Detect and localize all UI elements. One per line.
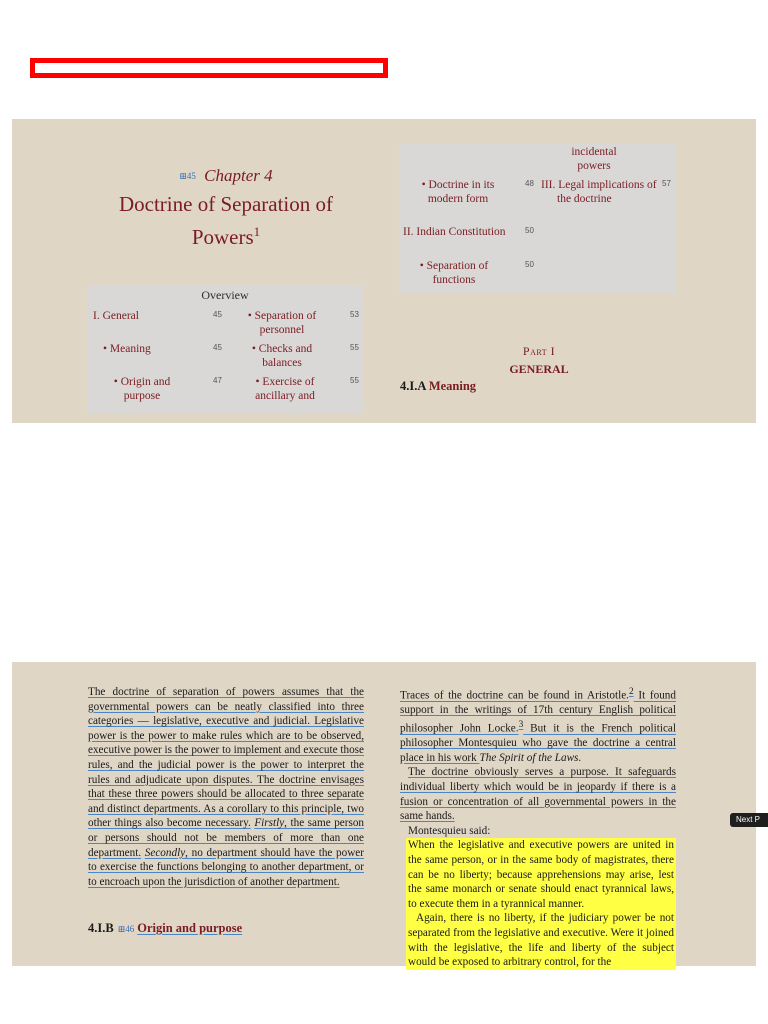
footnote-ref-2[interactable]: 2 [628,687,634,697]
text-column-right [400,685,676,970]
overview-item-general[interactable]: I. General [93,310,139,322]
overview-title: Overview [201,288,249,302]
overview-page: 53 [350,310,359,319]
overview-page: 50 [525,260,534,269]
paragraph-traces: Traces of the doctrine can be found in Aristotle.$^2$ It found support in the writings of 17th century English political philosopher John Locke.$^3$ But it is the French political philosopher Montesquieu who gave the doctrine a central place in his work The Spirit of the Laws. [400,687,676,764]
footnote-ref-3[interactable]: 3 [518,719,524,730]
overview-item-meaning[interactable]: • Meaning [103,343,151,355]
overview-item-incidental-powers[interactable]: incidental powers [571,146,617,172]
part-title: GENERAL [509,362,569,376]
overview-page: 50 [525,226,534,235]
footnote-ref-1[interactable]: 1 [253,224,261,239]
overview-item-origin-purpose[interactable]: • Origin and purpose [113,376,171,402]
highlighted-quote[interactable]: When the legislative and executive powers are united in the same person, or in the same body of magistrates, there can be no liberty; because apprehensions may arise, lest the same monarch or senate should enact tyrannical laws, to execute them in a tyrannical manner. [408,839,674,910]
overview-item-checks-balances[interactable]: • Checks and balances [251,343,313,369]
highlighted-quote-continued[interactable]: Again, there is no liberty, if the judiciary power be not separated from the legislative and executive. Were it joined with the legislative, the life and liberty of the subject would be exposed to arbitrary control, for the [408,912,674,969]
chapter-heading [108,166,344,251]
overview-item-legal-implications[interactable]: III. Legal implications of the doctrine [541,179,657,205]
overview-page: 45 [213,343,222,352]
book-page-bottom [12,662,756,969]
next-page-button[interactable]: Next P [730,813,768,827]
overview-item-separation-functions[interactable]: • Separation of functions [419,260,489,286]
overview-page: 57 [662,179,671,188]
overview-box-left [87,285,363,413]
overview-item-indian-constitution[interactable]: II. Indian Constitution [403,226,506,238]
overview-page: 47 [213,376,222,385]
section-heading-origin: 4.I.B ⊞46 Origin and purpose [88,921,243,935]
overview-item-modern-form[interactable]: • Doctrine in its modern form [421,179,495,205]
part-label: Part I [522,344,556,358]
overview-page: 48 [525,179,534,188]
book-page-icon[interactable]: ⊞45 [179,171,196,181]
overview-page: 55 [350,343,359,352]
redacted-bar [30,58,388,78]
overview-item-ancillary-powers[interactable]: • Exercise of ancillary and [255,376,315,402]
text-column-left: The doctrine of separation of powers assumes that the governmental powers can be neatly classified into three categories — legislative, executive and judicial. Legislative power is the power to make rules which are to be observed, executive power is the power to implement and execute those rules, and the judicial power is the power to interpret the rules and adjudicate upon disputes. The doctrine envisages that these three powers should be allocated to three separate and distinct departments. As a corollary to this principle, two other things also become necessary. Firstly, the same person or persons should not be members of more than one department. Secondly, no department should have the power to exercise the functions belonging to another department, or to encroach upon the jurisdiction of another department. [88,686,365,888]
chapter-title: Doctrine of Separation of Powers$^1$ [118,192,333,249]
section-heading-meaning: 4.I.A Meaning [400,379,477,393]
quote-label: Montesquieu said: [408,824,491,837]
book-page-top [12,119,756,423]
overview-box-right [399,144,675,294]
paragraph-purpose: The doctrine obviously serves a purpose. It safeguards individual liberty which would be in jeopardy if there is a fusion or concentration of all governmental powers in the same hands. [400,766,676,823]
book-page-icon[interactable]: ⊞46 [117,924,135,934]
overview-page: 45 [213,310,222,319]
highlighted-text[interactable]: The doctrine of separation of powers assumes that the governmental powers can be neatly classified into three categories — legislative, executive and judicial. Legislative power is the power to make rules which are to be observed, executive power is the power to implement and execute those rules, and the judicial power is the power to interpret the rules and adjudicate upon disputes. The doctrine envisages that these three powers should be allocated to three separate and distinct departments. As a corollary to this principle, two other things also become necessary. [88,686,364,830]
chapter-label: Chapter 4 [204,166,273,185]
overview-item-separation-personnel[interactable]: • Separation of personnel [247,310,317,336]
overview-page: 55 [350,376,359,385]
